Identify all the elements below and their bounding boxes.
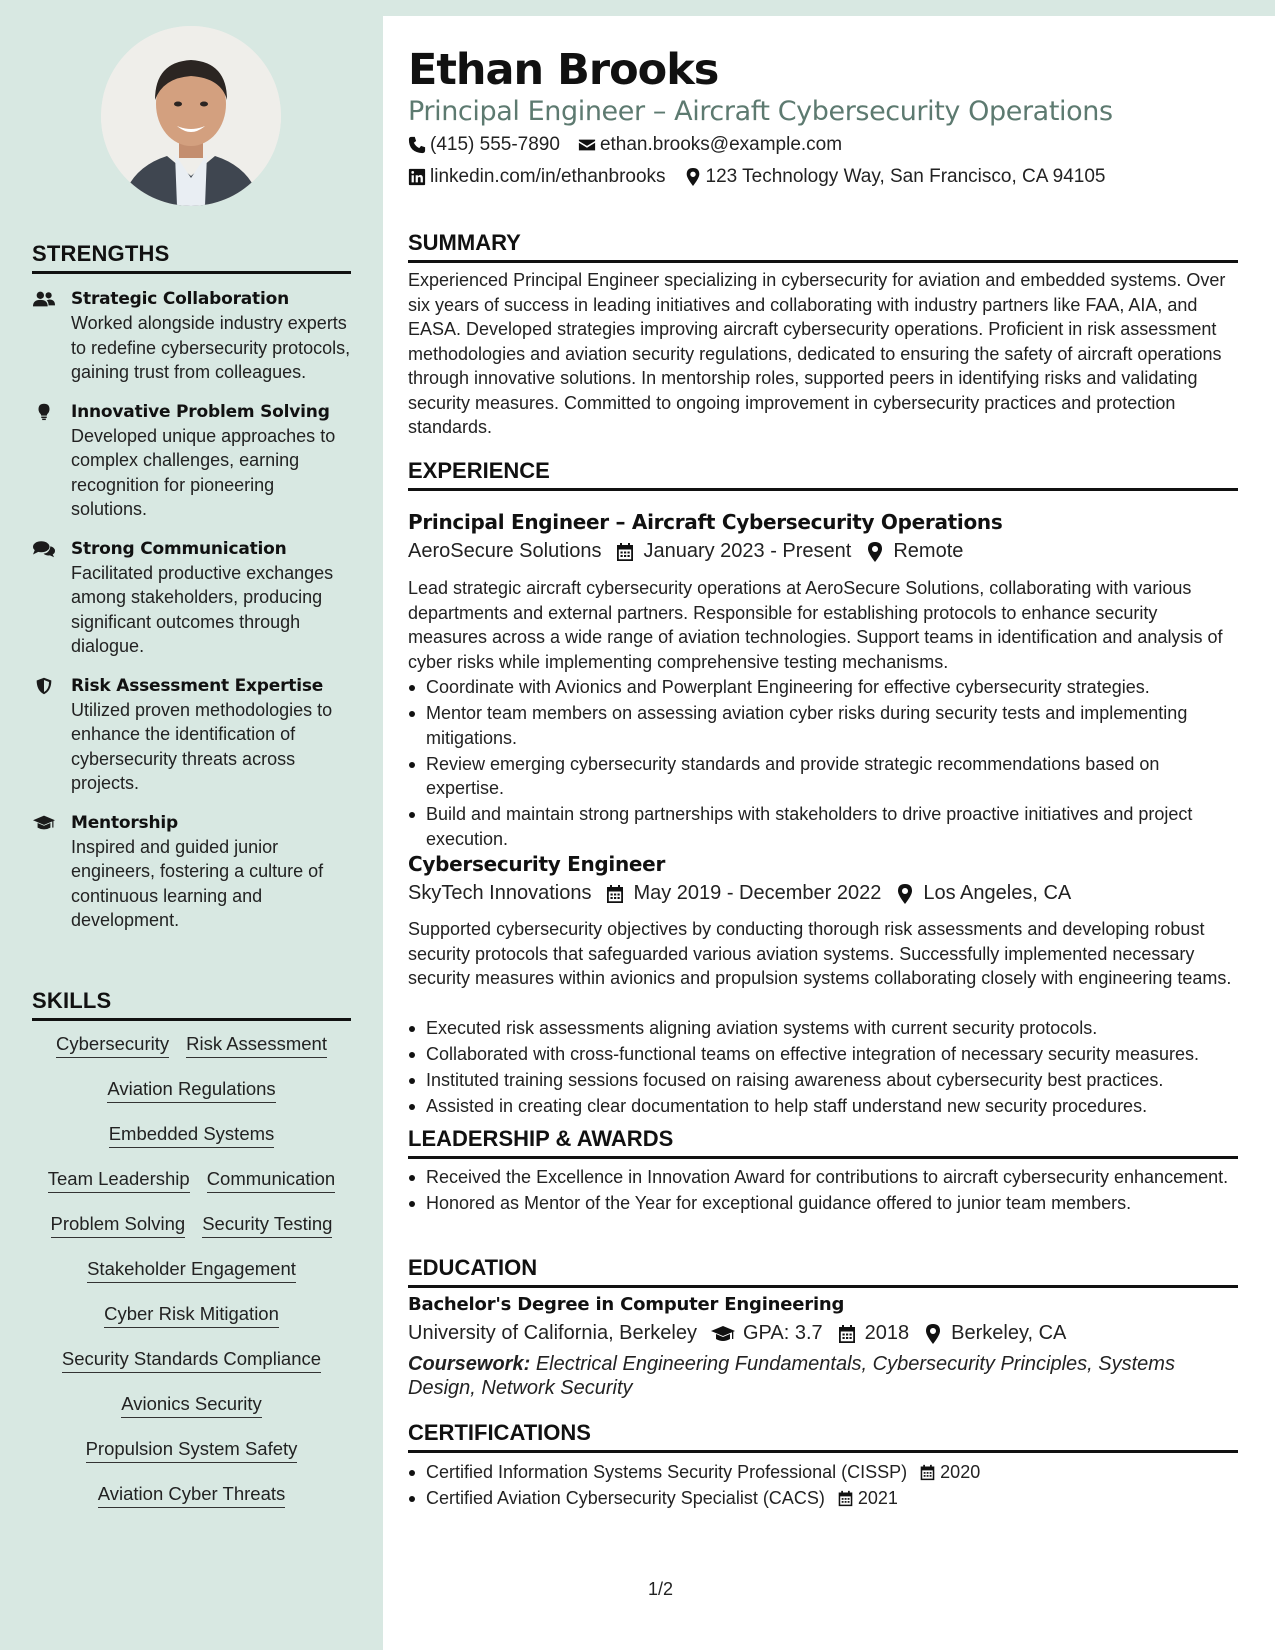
job-dates-text: January 2023 - Present (643, 540, 852, 562)
job-description: Supported cybersecurity objectives by conducting thorough risk assessments and developing robust security protocols that safeguarded various aviation systems. Successfully implemented necessary security measures within avionics and propulsion systems collaborating closely with engineering teams. (408, 919, 1232, 988)
job-title: Cybersecurity Engineer (408, 852, 666, 876)
list-item: Honored as Mentor of the Year for exceptional guidance offered to junior team members. (408, 1191, 1238, 1216)
skill-tag: Aviation Cyber Threats (98, 1483, 286, 1508)
list-item: Collaborated with cross-functional teams on effective integration of necessary security measures. (408, 1042, 1238, 1067)
cert-year: 2020 (940, 1462, 981, 1482)
job-dates (615, 540, 851, 563)
coursework (408, 1352, 1238, 1400)
summary-heading: SUMMARY (408, 230, 1238, 263)
skill-tag: Embedded Systems (109, 1123, 275, 1148)
list-item: Assisted in creating clear documentation to help staff understand new security procedures. (408, 1094, 1238, 1119)
list-item: Mentor team members on assessing aviation cyber risks during security tests and implementing mitigations. (408, 701, 1238, 750)
list-item: Coordinate with Avionics and Powerplant Engineering for effective cybersecurity strategies. (408, 675, 1238, 700)
coursework-label: Coursework: (408, 1353, 531, 1375)
linkedin-icon (408, 168, 426, 186)
list-item (408, 1460, 1238, 1485)
strength-title: Strategic Collaboration (71, 289, 289, 309)
job-meta (408, 882, 1085, 905)
skill-tag: Team Leadership (48, 1168, 190, 1193)
email-contact[interactable] (578, 134, 842, 156)
strength-title: Strong Communication (71, 538, 287, 559)
calendar-icon (615, 542, 635, 562)
certifications-heading: CERTIFICATIONS (408, 1420, 1238, 1453)
strength-desc: Worked alongside industry experts to redefine cybersecurity protocols, gaining trust from colleagues. (71, 313, 351, 382)
cert-name: Certified Information Systems Security Professional (CISSP) (426, 1462, 908, 1482)
phone-icon (408, 136, 426, 154)
list-item (408, 1486, 1238, 1511)
job-title: Principal Engineer – Aircraft Cybersecurity Operations (408, 510, 1003, 534)
leadership-list (408, 1165, 1238, 1217)
strength-title: Mentorship (71, 812, 178, 833)
linkedin-contact[interactable] (408, 166, 666, 188)
graduation-year (837, 1322, 910, 1345)
graduation-cap-icon (32, 813, 56, 833)
degree-title: Bachelor's Degree in Computer Engineering (408, 1294, 845, 1315)
candidate-name: Ethan Brooks (408, 45, 719, 95)
list-item: Instituted training sessions focused on raising awareness about cybersecurity best practices. (408, 1068, 1238, 1093)
candidate-role: Principal Engineer – Aircraft Cybersecurity Operations (408, 96, 1113, 127)
experience-heading: EXPERIENCE (408, 458, 1238, 491)
envelope-icon (578, 136, 596, 154)
cert-date (919, 1460, 980, 1485)
map-marker-icon (895, 884, 915, 904)
list-item: Build and maintain strong partnerships with stakeholders to drive proactive initiatives and project execution. (408, 802, 1238, 851)
skills-list (32, 1033, 351, 1508)
job-location (865, 540, 963, 563)
job-bullets (408, 1016, 1238, 1120)
calendar-icon (837, 1324, 857, 1344)
job-meta (408, 540, 977, 563)
skill-tag: Security Testing (202, 1213, 332, 1238)
skill-tag: Problem Solving (51, 1213, 186, 1238)
email-address: ethan.brooks@example.com (599, 134, 843, 155)
cert-date (837, 1486, 898, 1511)
skill-tag: Avionics Security (121, 1393, 262, 1418)
skill-tag: Security Standards Compliance (62, 1348, 321, 1373)
job-company: AeroSecure Solutions (408, 540, 602, 562)
skill-tag: Communication (207, 1168, 336, 1193)
job-location (895, 882, 1071, 905)
coursework-text: Electrical Engineering Fundamentals, Cybersecurity Principles, Systems Design, Network Security (408, 1353, 1175, 1399)
location-text: Berkeley, CA (951, 1322, 1067, 1344)
main-content (383, 16, 1275, 1650)
list-item: Executed risk assessments aligning aviation systems with current security protocols. (408, 1016, 1238, 1041)
phone-number: (415) 555-7890 (430, 134, 560, 155)
calendar-icon (837, 1490, 854, 1507)
shield-icon (32, 676, 56, 696)
school-location (923, 1322, 1066, 1345)
map-marker-icon (865, 542, 885, 562)
skills-heading: SKILLS (32, 988, 351, 1021)
skill-tag: Propulsion System Safety (86, 1438, 298, 1463)
strength-title: Innovative Problem Solving (71, 401, 330, 422)
map-marker-icon (923, 1324, 943, 1344)
skill-tag: Cybersecurity (56, 1033, 169, 1058)
strength-desc: Developed unique approaches to complex challenges, earning recognition for pioneering solutions. (71, 425, 336, 519)
job-description: Lead strategic aircraft cybersecurity operations at AeroSecure Solutions, collaborating with various departments and external partners. Responsible for establishing protocols to enhance security measures across a wide range of aviation technologies. Support teams in identification and analysis of cyber risks while implementing comprehensive testing mechanisms. (408, 578, 1223, 672)
strength-item (32, 400, 352, 522)
skill-tag: Cyber Risk Mitigation (104, 1303, 279, 1328)
graduation-cap-icon (711, 1325, 735, 1343)
job-dates (605, 882, 881, 905)
strength-item (32, 811, 352, 933)
lightbulb-icon (32, 402, 56, 422)
strength-desc: Utilized proven methodologies to enhance the identification of cybersecurity threats across projects. (71, 699, 333, 793)
address-text: 123 Technology Way, San Francisco, CA 94105 (705, 166, 1106, 187)
leadership-heading: LEADERSHIP & AWARDS (408, 1126, 1238, 1159)
phone-contact[interactable] (408, 134, 560, 156)
job-bullets (408, 675, 1238, 853)
education-heading: EDUCATION (408, 1255, 1238, 1288)
summary-text: Experienced Principal Engineer specializing in cybersecurity for aviation and embedded systems. Over six years of success in leading initiatives and collaborating with industry partners like FAA, AIA, and EASA. Developed strategies improving aircraft cybersecurity operations. Proficient in risk assessment methodologies and aviation security regulations, dedicated to ensuring the safety of aircraft operations through innovative solutions. In mentorship roles, supported peers in identifying risks and validating security measures. Committed to ongoing improvement in cybersecurity practices and protection standards. (408, 270, 1226, 437)
strengths-list (32, 287, 352, 948)
comments-icon (32, 539, 56, 559)
cert-year: 2021 (857, 1488, 898, 1508)
school-name: University of California, Berkeley (408, 1322, 697, 1344)
gpa-text: GPA: 3.7 (743, 1322, 823, 1344)
strength-item (32, 537, 352, 659)
contact-row (408, 166, 1123, 188)
gpa (711, 1322, 823, 1345)
job-dates-text: May 2019 - December 2022 (633, 882, 882, 904)
list-item: Review emerging cybersecurity standards and provide strategic recommendations based on expertise. (408, 752, 1238, 801)
skill-tag: Aviation Regulations (107, 1078, 275, 1103)
skill-tag: Risk Assessment (186, 1033, 327, 1058)
page-number: 1/2 (648, 1579, 674, 1599)
map-marker-icon (684, 168, 702, 186)
calendar-icon (605, 884, 625, 904)
strength-item (32, 674, 352, 796)
job-company: SkyTech Innovations (408, 882, 592, 904)
linkedin-url: linkedin.com/in/ethanbrooks (430, 166, 666, 187)
strengths-heading: STRENGTHS (32, 241, 351, 274)
profile-photo (101, 26, 281, 206)
job-location-text: Los Angeles, CA (923, 882, 1072, 904)
strength-title: Risk Assessment Expertise (71, 675, 324, 696)
users-icon (32, 289, 56, 309)
calendar-icon (919, 1464, 936, 1481)
strength-desc: Facilitated productive exchanges among stakeholders, producing significant outcomes through dialogue. (71, 562, 334, 656)
education-meta (408, 1322, 1080, 1345)
strength-desc: Inspired and guided junior engineers, fostering a culture of continuous learning and development. (71, 836, 324, 930)
address-contact (684, 166, 1106, 188)
certifications-list (408, 1460, 1238, 1512)
list-item: Received the Excellence in Innovation Award for contributions to aircraft cybersecurity enhancement. (408, 1165, 1238, 1190)
strength-item (32, 287, 352, 385)
contact-row (408, 134, 860, 156)
year-text: 2018 (864, 1322, 910, 1344)
skill-tag: Stakeholder Engagement (87, 1258, 296, 1283)
cert-name: Certified Aviation Cybersecurity Specialist (CACS) (426, 1488, 825, 1508)
sidebar (0, 0, 383, 1650)
job-location-text: Remote (893, 540, 964, 562)
